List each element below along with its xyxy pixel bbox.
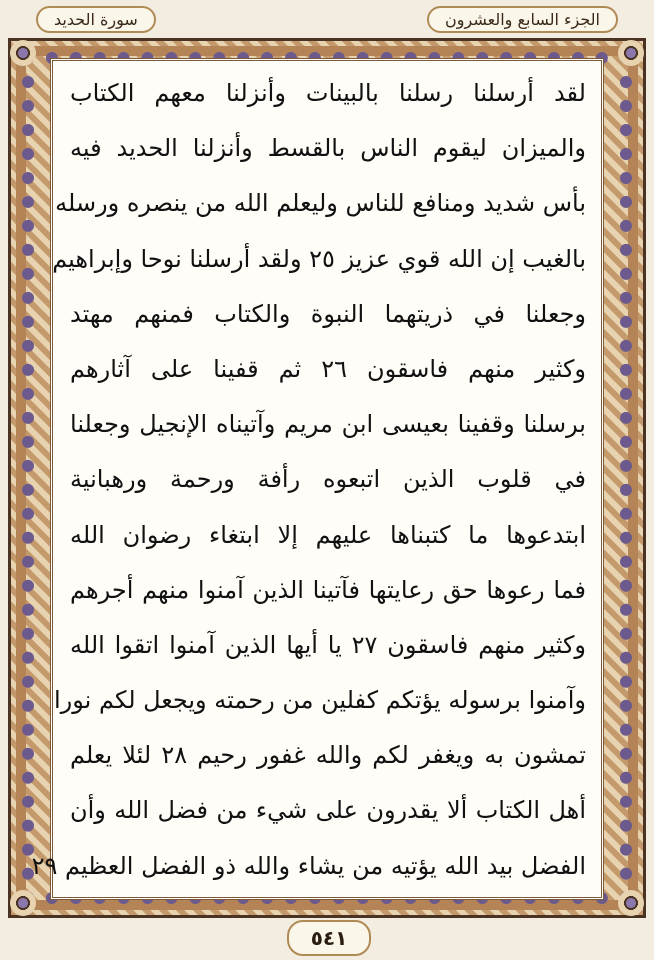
text-line: فما رعوها حق رعايتها فآتينا الذين آمنوا منهم أجرهم (70, 575, 586, 604)
text-line: الفضل بيد الله يؤتيه من يشاء والله ذو الفضل العظيم ٢٩ (31, 851, 586, 880)
text-line: وكثير منهم فاسقون ٢٦ ثم قفينا على آثارهم (70, 354, 586, 383)
corner-ornament-icon (10, 40, 36, 66)
surah-label: سورة الحديد (36, 6, 156, 33)
corner-ornament-icon (10, 890, 36, 916)
verse-text-block (31, 66, 586, 896)
page-header (0, 0, 654, 38)
juz-label: الجزء السابع والعشرون (427, 6, 618, 33)
text-line: برسلنا وقفينا بعيسى ابن مريم وآتيناه الإنجيل وجعلنا (70, 410, 586, 439)
page-number: ٥٤١ (287, 920, 371, 956)
text-line: في قلوب الذين اتبعوه رأفة ورحمة ورهبانية (70, 465, 586, 494)
text-line: وكثير منهم فاسقون ٢٧ يا أيها الذين آمنوا اتقوا الله (70, 630, 586, 659)
text-line: وجعلنا في ذريتهما النبوة والكتاب فمنهم مهتد (70, 299, 586, 328)
text-line: لقد أرسلنا رسلنا بالبينات وأنزلنا معهم الكتاب (70, 79, 586, 107)
corner-ornament-icon (618, 890, 644, 916)
text-line: تمشون به ويغفر لكم والله غفور رحيم ٢٨ لئلا يعلم (70, 741, 586, 770)
text-line: أهل الكتاب ألا يقدرون على شيء من فضل الله وأن (70, 796, 586, 825)
text-line: ابتدعوها ما كتبناها عليهم إلا ابتغاء رضوان الله (70, 520, 586, 549)
text-line: وآمنوا برسوله يؤتكم كفلين من رحمته ويجعل لكم نورا (54, 686, 586, 715)
text-line: والميزان ليقوم الناس بالقسط وأنزلنا الحديد فيه (70, 134, 586, 163)
text-line: بأس شديد ومنافع للناس وليعلم الله من ينصره ورسله (55, 189, 586, 218)
corner-ornament-icon (618, 40, 644, 66)
text-line: بالغيب إن الله قوي عزيز ٢٥ ولقد أرسلنا نوحا وإبراهيم (52, 244, 586, 273)
